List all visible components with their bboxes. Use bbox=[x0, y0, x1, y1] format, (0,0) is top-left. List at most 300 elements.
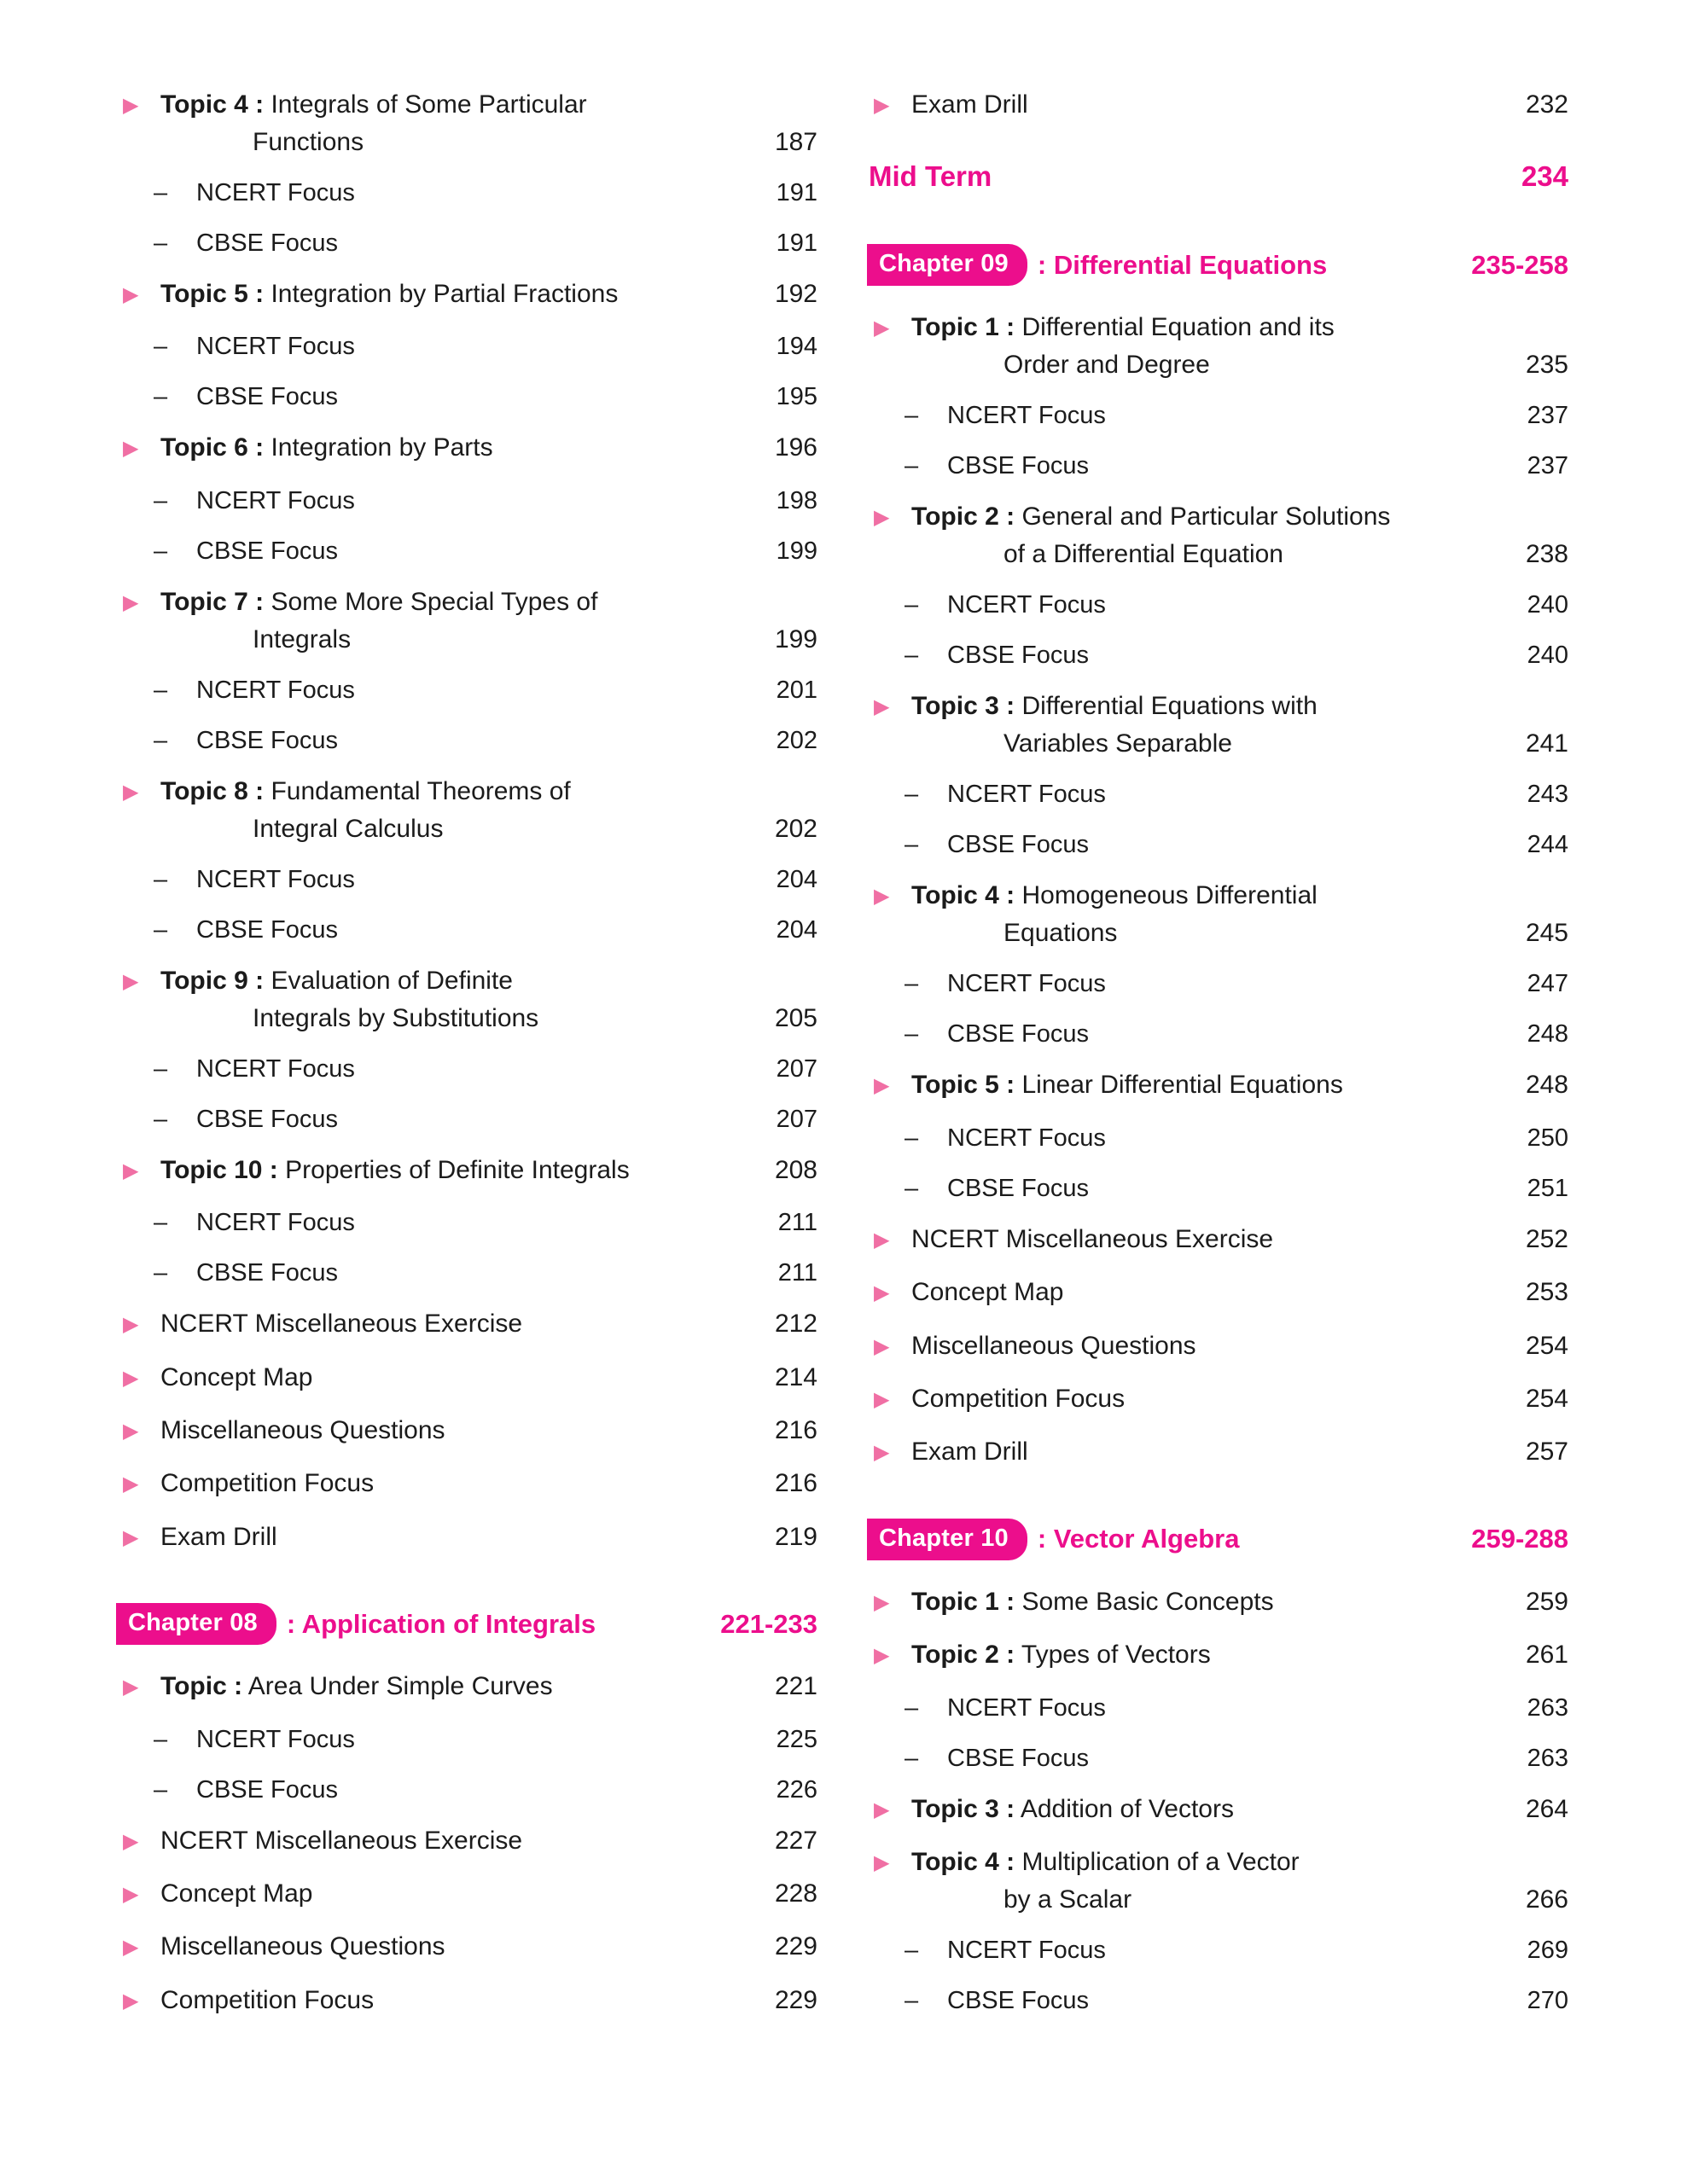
toc-topic-title-line2: Order and Degree bbox=[1003, 351, 1210, 380]
toc-page-number: 199 bbox=[774, 624, 817, 653]
toc-topic-title-line2: Integral Calculus bbox=[253, 814, 444, 843]
toc-sub-label: CBSE Focus bbox=[196, 1105, 338, 1133]
toc-topic-prefix: Topic : bbox=[160, 1672, 243, 1701]
toc-page-number: 228 bbox=[774, 1879, 817, 1908]
triangle-bullet-icon: ▶ bbox=[874, 1590, 890, 1614]
toc-topic-prefix: Topic 4 : bbox=[911, 881, 1015, 910]
toc-sub-row[interactable] bbox=[869, 593, 1568, 618]
toc-topic-label bbox=[911, 694, 1466, 757]
toc-page-number: 205 bbox=[774, 1003, 817, 1032]
chapter-number-badge: Chapter 09 bbox=[867, 244, 1027, 286]
toc-sub-row[interactable] bbox=[869, 972, 1568, 996]
toc-item-label: Competition Focus bbox=[160, 1469, 375, 1498]
toc-topic-label bbox=[911, 1642, 1466, 1668]
toc-topic-label bbox=[911, 1794, 1466, 1823]
toc-item-label: NCERT Miscellaneous Exercise bbox=[160, 1310, 523, 1339]
toc-topic-row[interactable] bbox=[118, 1674, 817, 1701]
triangle-bullet-icon: ▶ bbox=[874, 1850, 890, 1874]
toc-item-row[interactable] bbox=[118, 1362, 817, 1392]
toc-sub-row[interactable] bbox=[118, 865, 817, 893]
toc-topic-row[interactable] bbox=[869, 1794, 1568, 1824]
dash-bullet-icon: – bbox=[154, 537, 168, 565]
toc-topic-label bbox=[911, 504, 1466, 567]
chapter-number-badge: Chapter 08 bbox=[116, 1603, 276, 1645]
toc-item-row[interactable] bbox=[118, 1471, 817, 1498]
toc-item-label: Competition Focus bbox=[160, 1985, 375, 2014]
toc-sub-label: CBSE Focus bbox=[196, 537, 338, 565]
triangle-bullet-icon: ▶ bbox=[123, 1676, 139, 1699]
toc-topic-title-line1: Integration by Parts bbox=[271, 433, 493, 462]
dash-bullet-icon: – bbox=[905, 781, 919, 809]
dash-bullet-icon: – bbox=[154, 1725, 168, 1753]
toc-topic-row[interactable] bbox=[869, 1072, 1568, 1100]
triangle-bullet-icon: ▶ bbox=[123, 283, 139, 306]
toc-item-row[interactable] bbox=[869, 1386, 1568, 1414]
toc-item-row[interactable] bbox=[869, 1280, 1568, 1307]
toc-sub-row[interactable] bbox=[118, 181, 817, 206]
toc-page-number: 250 bbox=[1527, 1124, 1568, 1152]
toc-sub-row[interactable] bbox=[118, 1725, 817, 1753]
toc-topic-row[interactable] bbox=[869, 315, 1568, 378]
toc-sub-label: NCERT Focus bbox=[196, 1054, 355, 1083]
triangle-bullet-icon: ▶ bbox=[123, 1472, 139, 1496]
toc-sub-row[interactable] bbox=[118, 334, 817, 359]
toc-sub-label: NCERT Focus bbox=[947, 1693, 1106, 1722]
toc-page-number: 208 bbox=[774, 1155, 817, 1184]
toc-item-row[interactable] bbox=[118, 1828, 817, 1856]
triangle-bullet-icon: ▶ bbox=[874, 506, 890, 530]
toc-page-number: 187 bbox=[774, 128, 817, 156]
toc-page-number: 198 bbox=[776, 486, 817, 514]
toc-sub-row[interactable] bbox=[118, 678, 817, 703]
triangle-bullet-icon: ▶ bbox=[874, 885, 890, 909]
toc-page-number: 207 bbox=[776, 1054, 817, 1083]
toc-sub-row[interactable] bbox=[869, 404, 1568, 428]
toc-topic-prefix: Topic 8 : bbox=[160, 776, 265, 805]
toc-page-number: 199 bbox=[776, 537, 817, 565]
dash-bullet-icon: – bbox=[154, 676, 168, 704]
toc-topic-label bbox=[160, 92, 715, 155]
dash-bullet-icon: – bbox=[905, 1693, 919, 1722]
toc-topic-label bbox=[160, 776, 715, 843]
toc-page-number: 257 bbox=[1525, 1438, 1568, 1467]
toc-page-number: 259 bbox=[1525, 1587, 1568, 1616]
toc-page-number: 252 bbox=[1525, 1224, 1568, 1253]
triangle-bullet-icon: ▶ bbox=[874, 1281, 890, 1305]
triangle-bullet-icon: ▶ bbox=[123, 1313, 139, 1337]
toc-sub-row[interactable] bbox=[869, 454, 1568, 479]
toc-topic-prefix: Topic 2 : bbox=[911, 502, 1015, 531]
toc-chapter-heading[interactable] bbox=[869, 1519, 1568, 1560]
toc-topic-title-line1: Integration by Partial Fractions bbox=[271, 280, 619, 308]
toc-sub-row[interactable] bbox=[118, 915, 817, 944]
dash-bullet-icon: – bbox=[154, 179, 168, 206]
toc-page-number: 204 bbox=[776, 915, 817, 944]
toc-topic-title-line2: Variables Separable bbox=[1003, 729, 1232, 758]
toc-sub-row[interactable] bbox=[869, 1693, 1568, 1722]
toc-topic-row[interactable] bbox=[118, 92, 817, 155]
toc-chapter-heading[interactable] bbox=[869, 244, 1568, 286]
section-page-number: 234 bbox=[1521, 160, 1568, 193]
dash-bullet-icon: – bbox=[154, 726, 168, 754]
toc-topic-title-line1: Area Under Simple Curves bbox=[247, 1672, 553, 1701]
toc-sub-row[interactable] bbox=[869, 1938, 1568, 1963]
toc-sub-row[interactable] bbox=[869, 1986, 1568, 2014]
dash-bullet-icon: – bbox=[154, 1775, 168, 1804]
section-title: Mid Term bbox=[869, 160, 992, 193]
triangle-bullet-icon: ▶ bbox=[123, 1525, 139, 1549]
toc-sub-label: CBSE Focus bbox=[196, 1259, 338, 1287]
toc-page-number: 269 bbox=[1527, 1936, 1568, 1964]
toc-page-number: 202 bbox=[776, 726, 817, 754]
toc-topic-prefix: Topic 5 : bbox=[160, 280, 265, 308]
toc-topic-row[interactable] bbox=[118, 587, 817, 653]
toc-topic-title-line1: Linear Differential Equations bbox=[1021, 1071, 1343, 1100]
toc-item-label: Miscellaneous Questions bbox=[160, 1415, 445, 1444]
toc-sub-row[interactable] bbox=[118, 1107, 817, 1132]
toc-item-row[interactable] bbox=[118, 1985, 817, 2015]
dash-bullet-icon: – bbox=[905, 1174, 919, 1202]
toc-sub-label: CBSE Focus bbox=[947, 642, 1089, 670]
dash-bullet-icon: – bbox=[154, 915, 168, 944]
toc-page-number: 229 bbox=[774, 1985, 817, 2014]
toc-topic-label bbox=[911, 1072, 1466, 1098]
toc-page-number: 232 bbox=[1525, 90, 1568, 119]
toc-page-number: 207 bbox=[776, 1105, 817, 1133]
toc-page-number: 221 bbox=[774, 1672, 817, 1701]
toc-topic-title-line1: General and Particular Solutions bbox=[1021, 502, 1391, 531]
toc-topic-prefix: Topic 3 : bbox=[911, 1794, 1015, 1823]
chapter-title: : Vector Algebra bbox=[1037, 1524, 1240, 1554]
chapter-title: : Differential Equations bbox=[1037, 249, 1328, 280]
toc-topic-label bbox=[160, 282, 715, 307]
toc-page-number: 211 bbox=[777, 1259, 817, 1287]
triangle-bullet-icon: ▶ bbox=[874, 1798, 890, 1821]
dash-bullet-icon: – bbox=[905, 402, 919, 430]
toc-topic-title-line1: Integrals of Some Particular bbox=[271, 90, 587, 119]
triangle-bullet-icon: ▶ bbox=[874, 1334, 890, 1358]
triangle-bullet-icon: ▶ bbox=[874, 1387, 890, 1411]
toc-sub-row[interactable] bbox=[869, 782, 1568, 807]
toc-page-number: 191 bbox=[776, 179, 817, 206]
toc-page-number: 248 bbox=[1527, 1020, 1568, 1048]
toc-topic-title-line1: Addition of Vectors bbox=[1020, 1794, 1234, 1823]
toc-topic-row[interactable] bbox=[869, 1847, 1568, 1914]
toc-topic-title-line1: Properties of Definite Integrals bbox=[285, 1155, 630, 1184]
toc-page-number: 254 bbox=[1525, 1331, 1568, 1360]
triangle-bullet-icon: ▶ bbox=[874, 1074, 890, 1098]
toc-page-number: 261 bbox=[1525, 1641, 1568, 1670]
dash-bullet-icon: – bbox=[905, 642, 919, 670]
triangle-bullet-icon: ▶ bbox=[123, 780, 139, 804]
dash-bullet-icon: – bbox=[154, 1209, 168, 1237]
triangle-bullet-icon: ▶ bbox=[123, 1159, 139, 1182]
toc-page-number: 202 bbox=[774, 814, 817, 843]
toc-page-number: 212 bbox=[774, 1310, 817, 1339]
toc-topic-prefix: Topic 10 : bbox=[160, 1155, 278, 1184]
toc-page-number: 225 bbox=[776, 1725, 817, 1753]
toc-topic-label bbox=[160, 968, 715, 1031]
toc-page-number: 226 bbox=[776, 1775, 817, 1804]
toc-page-number: 270 bbox=[1527, 1986, 1568, 2014]
toc-page-number: 229 bbox=[774, 1932, 817, 1961]
toc-page-number: 263 bbox=[1527, 1693, 1568, 1722]
toc-sub-row[interactable] bbox=[869, 833, 1568, 857]
toc-page-number: 194 bbox=[776, 333, 817, 361]
triangle-bullet-icon: ▶ bbox=[123, 1882, 139, 1906]
toc-topic-prefix: Topic 1 : bbox=[911, 313, 1015, 342]
toc-sub-label: NCERT Focus bbox=[196, 486, 355, 514]
toc-page-number: 195 bbox=[776, 383, 817, 411]
dash-bullet-icon: – bbox=[154, 1105, 168, 1133]
dash-bullet-icon: – bbox=[905, 970, 919, 998]
toc-sub-label: CBSE Focus bbox=[196, 726, 338, 754]
toc-topic-title-line1: Types of Vectors bbox=[1021, 1641, 1211, 1670]
triangle-bullet-icon: ▶ bbox=[874, 1228, 890, 1252]
triangle-bullet-icon: ▶ bbox=[874, 1441, 890, 1465]
toc-sub-label: CBSE Focus bbox=[196, 915, 338, 944]
toc-topic-prefix: Topic 9 : bbox=[160, 966, 265, 995]
toc-item-label: Miscellaneous Questions bbox=[911, 1331, 1196, 1360]
toc-topic-row[interactable] bbox=[869, 883, 1568, 946]
toc-sub-label: NCERT Focus bbox=[196, 179, 355, 206]
toc-sub-label: CBSE Focus bbox=[947, 452, 1089, 480]
dash-bullet-icon: – bbox=[905, 1020, 919, 1048]
toc-page-number: 266 bbox=[1525, 1885, 1568, 1914]
toc-sub-label: CBSE Focus bbox=[947, 1744, 1089, 1772]
dash-bullet-icon: – bbox=[154, 486, 168, 514]
toc-topic-row[interactable] bbox=[869, 1642, 1568, 1670]
toc-page-number: 192 bbox=[774, 280, 817, 308]
toc-sub-row[interactable] bbox=[118, 1775, 817, 1804]
toc-sub-label: NCERT Focus bbox=[947, 402, 1106, 430]
toc-column-right bbox=[869, 92, 1568, 2039]
toc-topic-label bbox=[911, 315, 1466, 378]
toc-item-label: Exam Drill bbox=[911, 1438, 1028, 1467]
toc-column-left bbox=[118, 92, 817, 2041]
toc-chapter-heading[interactable] bbox=[118, 1603, 817, 1645]
toc-item-label: Concept Map bbox=[911, 1278, 1064, 1307]
toc-sub-row[interactable] bbox=[118, 1211, 817, 1235]
dash-bullet-icon: – bbox=[905, 591, 919, 619]
toc-sub-row[interactable] bbox=[118, 231, 817, 256]
toc-sub-label: CBSE Focus bbox=[947, 831, 1089, 859]
toc-sub-row[interactable] bbox=[118, 486, 817, 514]
toc-topic-label bbox=[160, 587, 715, 653]
dash-bullet-icon: – bbox=[905, 831, 919, 859]
toc-sub-row[interactable] bbox=[869, 1022, 1568, 1047]
toc-page-number: 216 bbox=[774, 1469, 817, 1498]
toc-item-label: NCERT Miscellaneous Exercise bbox=[160, 1826, 523, 1855]
toc-item-row[interactable] bbox=[118, 1522, 817, 1552]
toc-topic-prefix: Topic 2 : bbox=[911, 1641, 1015, 1670]
toc-sub-label: NCERT Focus bbox=[196, 1209, 355, 1237]
toc-page-number: 264 bbox=[1525, 1794, 1568, 1823]
dash-bullet-icon: – bbox=[154, 229, 168, 257]
toc-topic-label bbox=[160, 1155, 715, 1184]
triangle-bullet-icon: ▶ bbox=[123, 437, 139, 461]
toc-item-row[interactable] bbox=[869, 1333, 1568, 1361]
toc-topic-row[interactable] bbox=[118, 776, 817, 843]
toc-sub-label: CBSE Focus bbox=[947, 1174, 1089, 1202]
toc-topic-label bbox=[911, 1847, 1466, 1914]
toc-topic-prefix: Topic 6 : bbox=[160, 433, 265, 462]
toc-page-number: 235 bbox=[1525, 351, 1568, 380]
toc-topic-row[interactable] bbox=[869, 694, 1568, 757]
triangle-bullet-icon: ▶ bbox=[123, 94, 139, 117]
toc-page-number: 196 bbox=[774, 433, 817, 462]
toc-topic-title-line2: Integrals by Substitutions bbox=[253, 1003, 539, 1032]
triangle-bullet-icon: ▶ bbox=[123, 590, 139, 614]
dash-bullet-icon: – bbox=[905, 1744, 919, 1772]
toc-item-label: Concept Map bbox=[160, 1362, 313, 1391]
toc-sub-label: CBSE Focus bbox=[196, 229, 338, 257]
toc-topic-prefix: Topic 4 : bbox=[160, 90, 265, 119]
toc-page-number: 251 bbox=[1527, 1174, 1568, 1202]
toc-page-number: 244 bbox=[1527, 831, 1568, 859]
toc-sub-label: NCERT Focus bbox=[947, 781, 1106, 809]
toc-topic-title-line2: Integrals bbox=[253, 624, 352, 653]
toc-item-label: Miscellaneous Questions bbox=[160, 1932, 445, 1961]
toc-page-number: 240 bbox=[1527, 591, 1568, 619]
toc-sub-label: NCERT Focus bbox=[947, 970, 1106, 998]
toc-sub-label: CBSE Focus bbox=[947, 1986, 1089, 2014]
toc-page-number: 241 bbox=[1525, 729, 1568, 758]
dash-bullet-icon: – bbox=[905, 452, 919, 480]
toc-sub-label: NCERT Focus bbox=[196, 865, 355, 893]
toc-sub-row[interactable] bbox=[118, 1054, 817, 1083]
chapter-page-range: 221-233 bbox=[720, 1608, 817, 1639]
toc-item-row[interactable] bbox=[118, 1881, 817, 1908]
triangle-bullet-icon: ▶ bbox=[123, 1419, 139, 1443]
triangle-bullet-icon: ▶ bbox=[874, 94, 890, 117]
toc-topic-row[interactable] bbox=[118, 282, 817, 309]
toc-item-row[interactable] bbox=[869, 1224, 1568, 1254]
toc-topic-title-line1: Fundamental Theorems of bbox=[271, 776, 571, 805]
dash-bullet-icon: – bbox=[154, 865, 168, 893]
toc-sub-label: NCERT Focus bbox=[196, 333, 355, 361]
toc-sub-label: NCERT Focus bbox=[947, 591, 1106, 619]
triangle-bullet-icon: ▶ bbox=[123, 1936, 139, 1960]
toc-page-number: 216 bbox=[774, 1415, 817, 1444]
toc-topic-row[interactable] bbox=[118, 1155, 817, 1185]
toc-topic-title-line1: Some More Special Types of bbox=[271, 587, 598, 616]
toc-item-label: NCERT Miscellaneous Exercise bbox=[911, 1224, 1274, 1253]
triangle-bullet-icon: ▶ bbox=[874, 317, 890, 340]
toc-sub-label: CBSE Focus bbox=[947, 1020, 1089, 1048]
toc-sub-row[interactable] bbox=[869, 1126, 1568, 1151]
toc-page-number: 243 bbox=[1527, 781, 1568, 809]
toc-topic-label bbox=[911, 1589, 1466, 1615]
toc-topic-title-line2: Equations bbox=[1003, 919, 1118, 948]
toc-topic-prefix: Topic 3 : bbox=[911, 692, 1015, 721]
toc-page-number: 219 bbox=[774, 1522, 817, 1551]
chapter-title: : Application of Integrals bbox=[286, 1608, 596, 1639]
toc-page-number: 237 bbox=[1527, 402, 1568, 430]
toc-topic-title-line1: Differential Equations with bbox=[1021, 692, 1318, 721]
dash-bullet-icon: – bbox=[905, 1986, 919, 2014]
toc-page-number: 245 bbox=[1525, 919, 1568, 948]
triangle-bullet-icon: ▶ bbox=[874, 1644, 890, 1668]
toc-topic-prefix: Topic 1 : bbox=[911, 1587, 1015, 1616]
toc-sub-label: NCERT Focus bbox=[947, 1936, 1106, 1964]
toc-page-number: 240 bbox=[1527, 642, 1568, 670]
toc-topic-row[interactable] bbox=[118, 435, 817, 462]
toc-topic-title-line1: Homogeneous Differential bbox=[1021, 881, 1318, 910]
toc-topic-row[interactable] bbox=[869, 504, 1568, 567]
triangle-bullet-icon: ▶ bbox=[123, 1366, 139, 1390]
toc-item-row[interactable] bbox=[869, 92, 1568, 119]
toc-page-number: 204 bbox=[776, 865, 817, 893]
chapter-page-range: 259-288 bbox=[1471, 1524, 1568, 1554]
toc-sub-row[interactable] bbox=[118, 385, 817, 410]
toc-page-number: 247 bbox=[1527, 970, 1568, 998]
toc-topic-row[interactable] bbox=[118, 968, 817, 1031]
toc-item-label: Competition Focus bbox=[911, 1384, 1126, 1413]
toc-page-number: 263 bbox=[1527, 1744, 1568, 1772]
toc-page-number: 227 bbox=[774, 1826, 817, 1855]
toc-topic-title-line1: Multiplication of a Vector bbox=[1021, 1847, 1300, 1876]
triangle-bullet-icon: ▶ bbox=[123, 1829, 139, 1853]
toc-page-number: 238 bbox=[1525, 540, 1568, 569]
toc-item-row[interactable] bbox=[118, 1311, 817, 1339]
toc-page-number: 201 bbox=[776, 676, 817, 704]
toc-page-number: 211 bbox=[777, 1209, 817, 1237]
toc-sub-label: NCERT Focus bbox=[947, 1124, 1106, 1152]
toc-item-row[interactable] bbox=[118, 1415, 817, 1445]
toc-topic-label bbox=[160, 1674, 715, 1699]
toc-topic-row[interactable] bbox=[869, 1589, 1568, 1617]
toc-sub-row[interactable] bbox=[869, 1176, 1568, 1201]
toc-sub-row[interactable] bbox=[118, 726, 817, 754]
toc-columns bbox=[118, 92, 1586, 2041]
toc-topic-prefix: Topic 5 : bbox=[911, 1071, 1015, 1100]
dash-bullet-icon: – bbox=[154, 1259, 168, 1287]
toc-sub-row[interactable] bbox=[869, 643, 1568, 668]
toc-item-label: Exam Drill bbox=[160, 1522, 277, 1551]
dash-bullet-icon: – bbox=[154, 1054, 168, 1083]
toc-item-row[interactable] bbox=[869, 1439, 1568, 1467]
toc-topic-title-line2: of a Differential Equation bbox=[1003, 540, 1283, 569]
toc-page-number: 253 bbox=[1525, 1278, 1568, 1307]
toc-sub-row[interactable] bbox=[869, 1746, 1568, 1771]
toc-topic-prefix: Topic 7 : bbox=[160, 587, 265, 616]
toc-topic-title-line1: Some Basic Concepts bbox=[1021, 1587, 1274, 1616]
toc-item-label: Concept Map bbox=[160, 1879, 313, 1908]
toc-page-number: 254 bbox=[1525, 1384, 1568, 1413]
triangle-bullet-icon: ▶ bbox=[123, 969, 139, 993]
toc-topic-title-line2: Functions bbox=[253, 128, 364, 156]
toc-item-row[interactable] bbox=[118, 1934, 817, 1961]
chapter-number-badge: Chapter 10 bbox=[867, 1519, 1027, 1560]
toc-sub-row[interactable] bbox=[118, 1261, 817, 1286]
chapter-page-range: 235-258 bbox=[1471, 249, 1568, 280]
toc-page-number: 237 bbox=[1527, 452, 1568, 480]
dash-bullet-icon: – bbox=[154, 333, 168, 361]
toc-item-label: Exam Drill bbox=[911, 90, 1028, 119]
toc-sub-row[interactable] bbox=[118, 539, 817, 564]
toc-topic-title-line1: Differential Equation and its bbox=[1021, 313, 1335, 342]
toc-topic-title-line2: by a Scalar bbox=[1003, 1885, 1132, 1914]
toc-sub-label: NCERT Focus bbox=[196, 1725, 355, 1753]
toc-section-heading[interactable] bbox=[869, 160, 1568, 193]
toc-sub-label: NCERT Focus bbox=[196, 676, 355, 704]
dash-bullet-icon: – bbox=[905, 1936, 919, 1964]
toc-topic-label bbox=[911, 883, 1466, 946]
toc-page-number: 214 bbox=[774, 1362, 817, 1391]
toc-sub-label: CBSE Focus bbox=[196, 383, 338, 411]
triangle-bullet-icon: ▶ bbox=[123, 1989, 139, 2013]
